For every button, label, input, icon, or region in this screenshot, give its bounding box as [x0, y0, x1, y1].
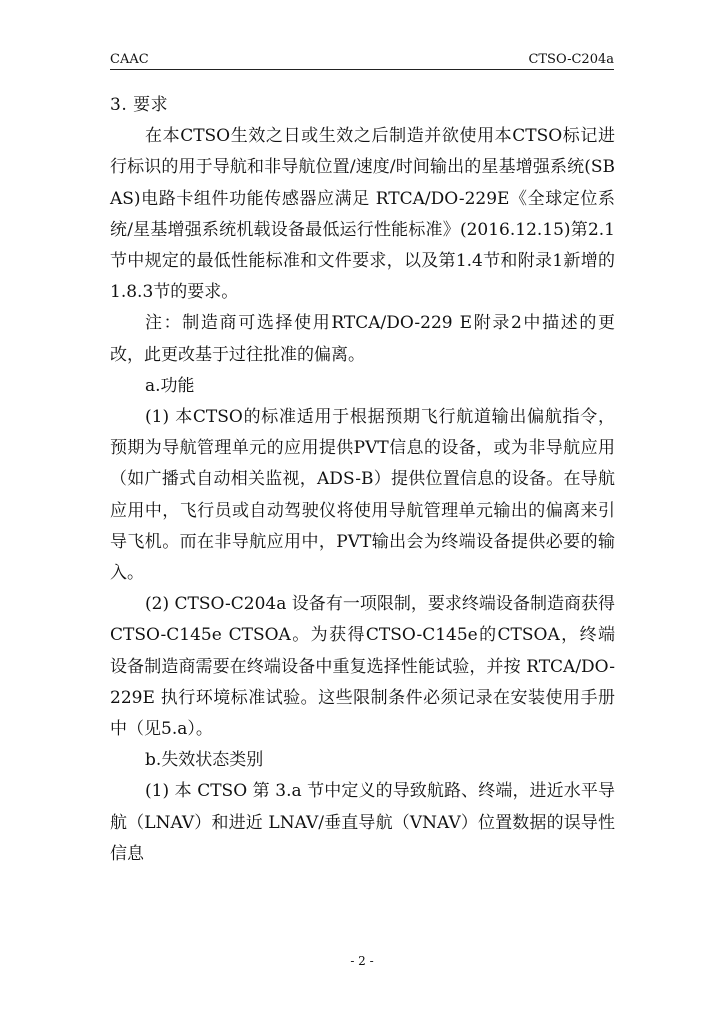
- header-document-id: CTSO-C204a: [528, 52, 614, 67]
- subheading-function: a.功能: [145, 375, 195, 396]
- paragraph-note: 注：制造商可选择使用RTCA/DO-229 E附录2中描述的更改，此更改基于过往批准的偏离。: [110, 313, 615, 365]
- page-number: - 2 -: [350, 954, 374, 968]
- page-header: [110, 51, 614, 70]
- paragraph-failure-1: (1) 本 CTSO 第 3.a 节中定义的导致航路、终端，进近水平导航（LNAV）和进近 LNAV/垂直导航（VNAV）位置数据的误导性信息: [110, 781, 615, 864]
- page-body: [110, 90, 615, 870]
- paragraph-requirements: 在本CTSO生效之日或生效之后制造并欲使用本CTSO标记进行标识的用于导航和非导航位置/速度/时间输出的星基增强系统(SBAS)电路卡组件功能传感器应满足 RTCA/DO-229E《全球定位系统/星基增强系统机载设备最低运行性能标准》(2016.12.15)第2.1节中规定的最低性能标准和文件要求，以及第1.4节和附录1新增的1.8.3节的要求。: [110, 126, 615, 303]
- header-organization: CAAC: [110, 52, 149, 67]
- subheading-failure-condition: b.失效状态类别: [145, 750, 264, 771]
- paragraph-function-1: (1) 本CTSO的标准适用于根据预期飞行航道输出偏航指令，预期为导航管理单元的应用提供PVT信息的设备，或为非导航应用（如广播式自动相关监视，ADS-B）提供位置信息的设备。在导航应用中，飞行员或自动驾驶仪将使用导航管理单元输出的偏离来引导飞机。而在非导航应用中，PVT输出会为终端设备提供必要的输入。: [110, 407, 615, 584]
- section-title: 3. 要求: [110, 95, 169, 115]
- paragraph-function-2: (2) CTSO-C204a 设备有一项限制，要求终端设备制造商获得CTSO-C145e CTSOA。为获得CTSO-C145e的CTSOA，终端设备制造商需要在终端设备中重复选择性能试验，并按 RTCA/DO-229E 执行环境标准试验。这些限制条件必须记录在安装使用手册中（见5.a）。: [110, 594, 615, 740]
